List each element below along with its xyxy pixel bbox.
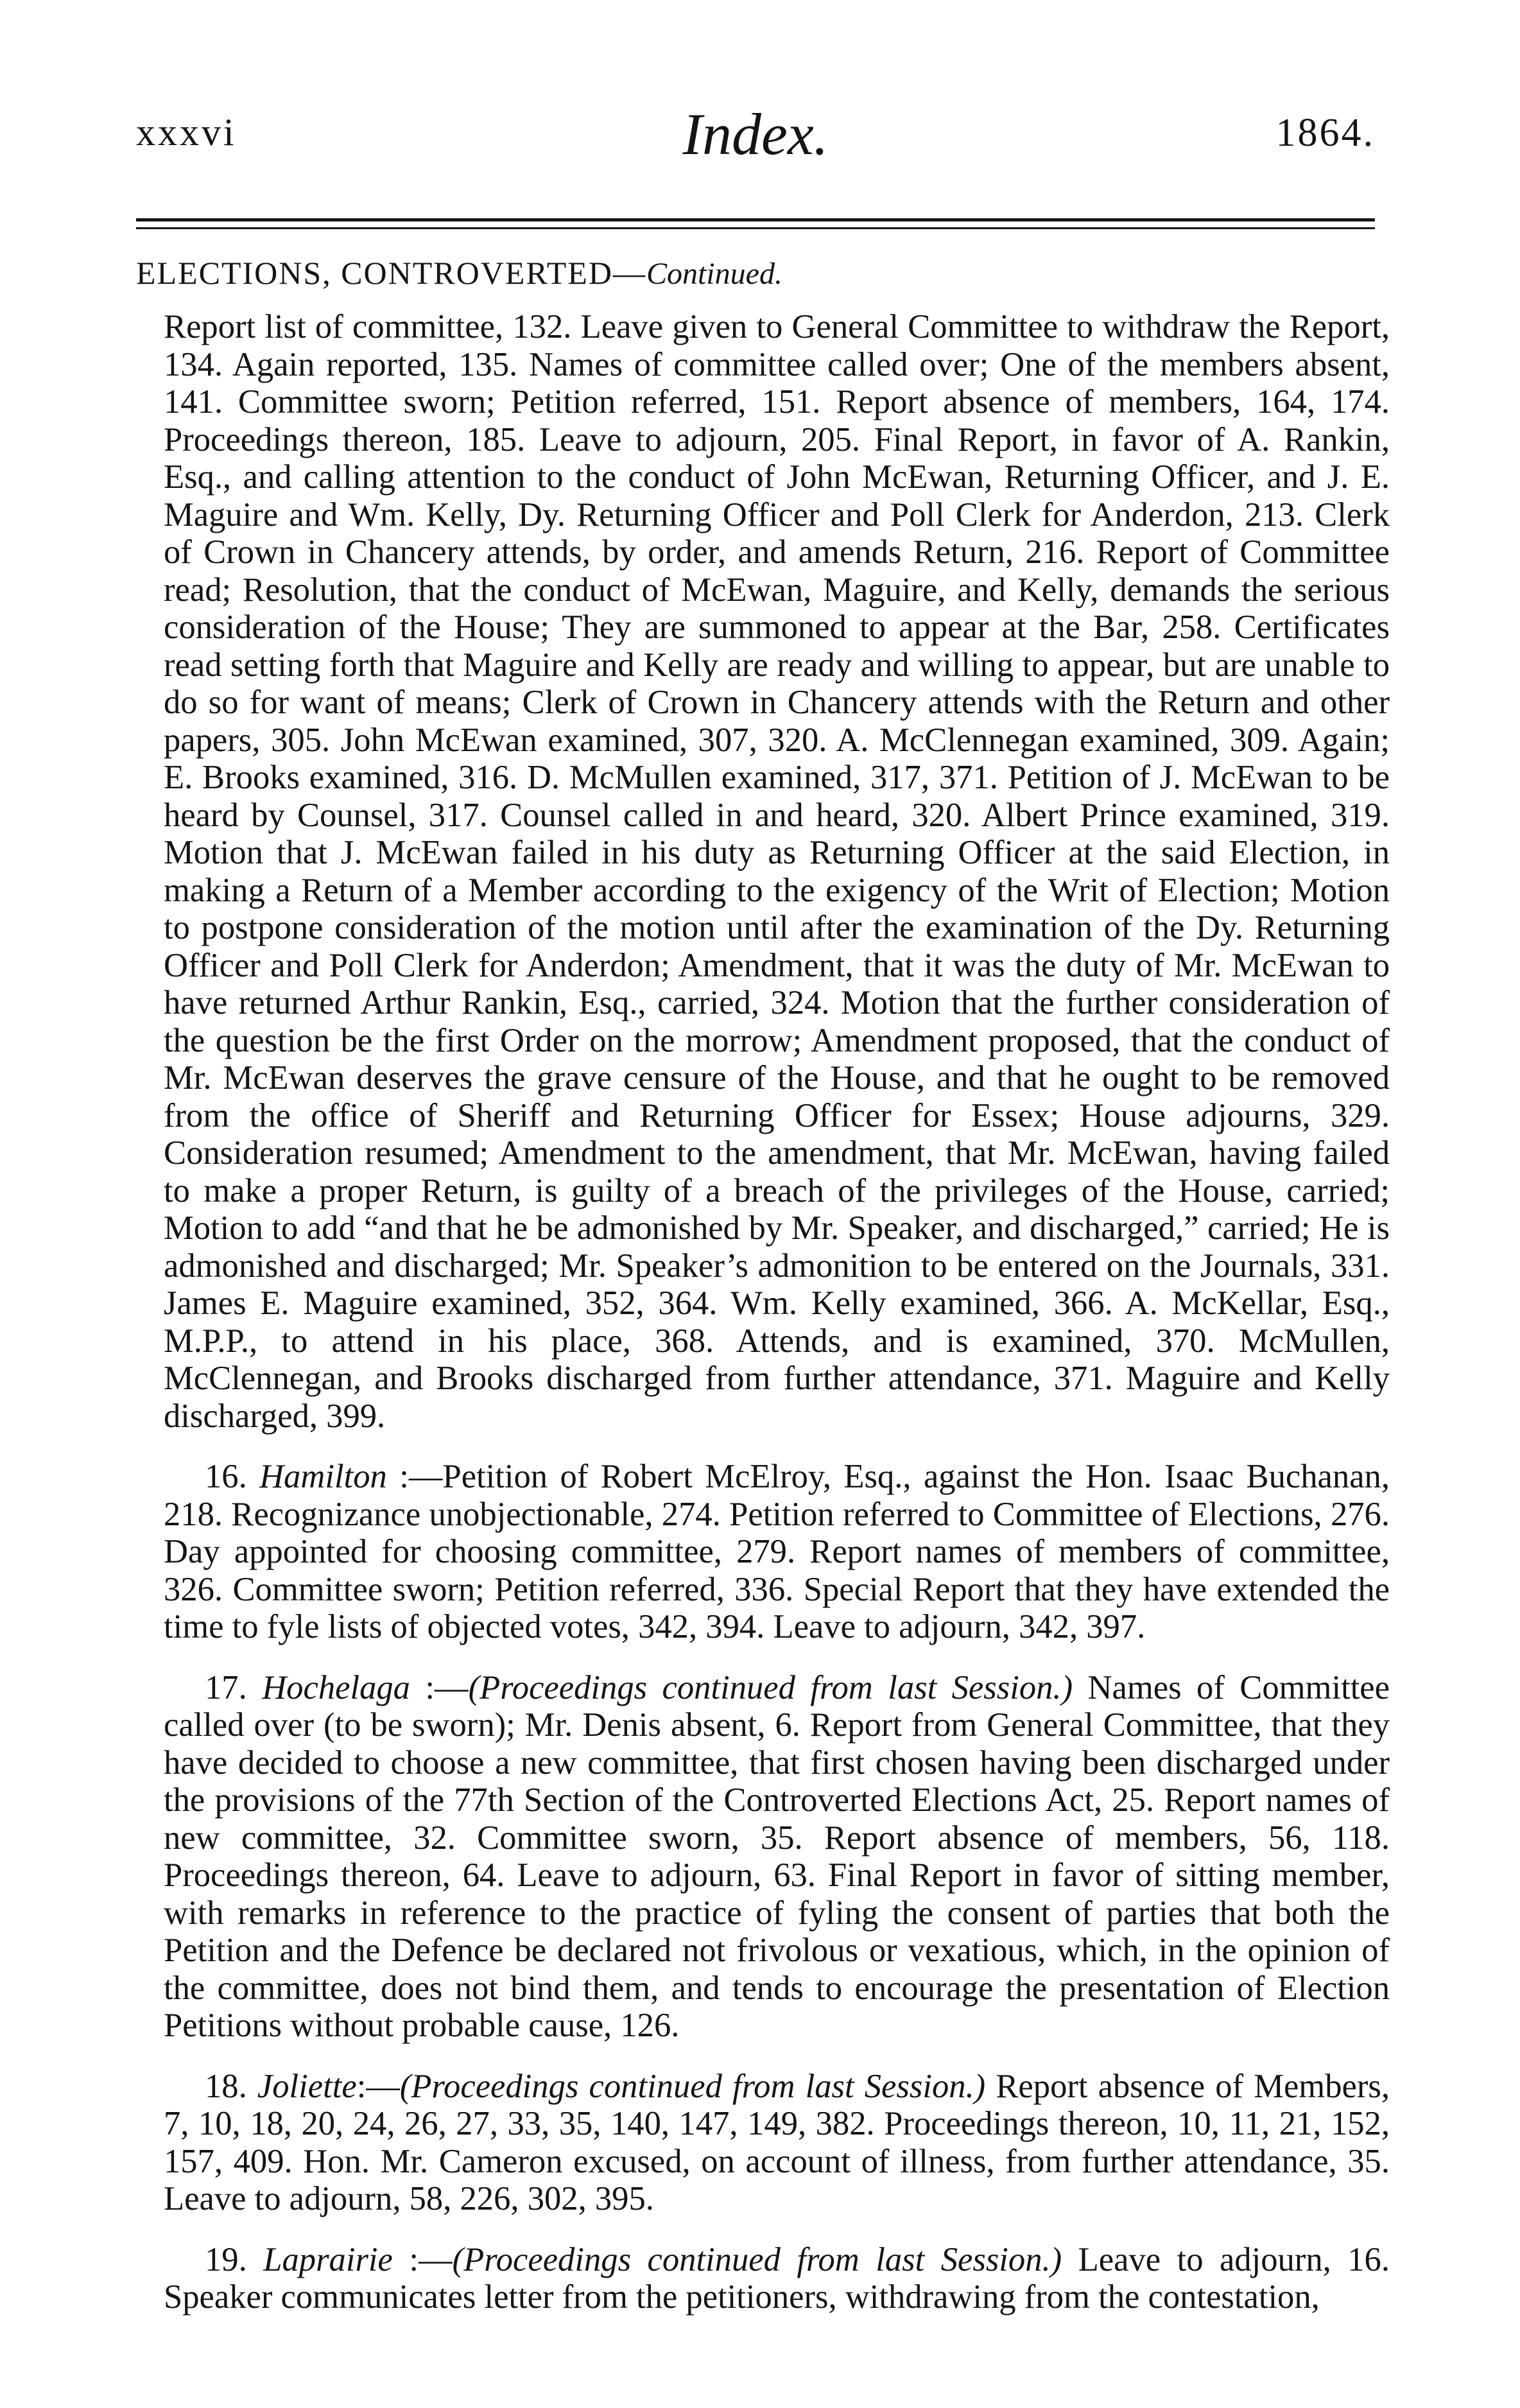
- running-title: Index.: [682, 101, 829, 167]
- entry-name: Joliette: [257, 2067, 357, 2105]
- header-rule-thin: [136, 227, 1375, 229]
- page-number: xxxvi: [136, 111, 237, 153]
- entry-number: 19.: [205, 2240, 247, 2278]
- section-heading-text: ELECTIONS, CONTROVERTED—: [136, 255, 646, 291]
- entry-number: 18.: [205, 2067, 247, 2105]
- entry-name: Hochelaga: [262, 1668, 410, 1706]
- index-paragraph: Report list of committee, 132. Leave given to General Committee to withdraw the Report, 134. Again reported, 135. Names of committee called over; One of the members absent, 141. Committee sworn; Petition referred, 151. Report absence of members, 164, 174. Proceedings thereon, 185. Leave to adjourn, 205. Final Report, in favor of A. Rankin, Esq., and calling attention to the conduct of John McEwan, Returning Officer, and J. E. Maguire and Wm. Kelly, Dy. Returning Officer and Poll Clerk for Anderdon, 213. Clerk of Crown in Chancery attends, by order, and amends Return, 216. Report of Committee read; Resolution, that the conduct of McEwan, Maguire, and Kelly, demands the serious consideration of the House; They are summoned to appear at the Bar, 258. Certificates read setting forth that Maguire and Kelly are ready and willing to appear, but are unable to do so for want of means; Clerk of Crown in Chancery attends with the Return and other papers, 305. John McEwan examined, 307, 320. A. McClennegan examined, 309. Again; E. Brooks examined, 316. D. McMullen examined, 317, 371. Petition of J. McEwan to be heard by Counsel, 317. Counsel called in and heard, 320. Albert Prince examined, 319. Motion that J. McEwan failed in his duty as Returning Officer at the said Election, in making a Return of a Member according to the exigency of the Writ of Election; Motion to postpone consideration of the motion until after the examination of the Dy. Returning Officer and Poll Clerk for Anderdon; Amendment, that it was the duty of Mr. McEwan to have returned Arthur Rankin, Esq., carried, 324. Motion that the further consideration of the question be the first Order on the morrow; Amendment proposed, that the conduct of Mr. McEwan deserves the grave censure of the House, and that he ought to be removed from the office of Sheriff and Returning Officer for Essex; House adjourns, 329. Consideration resumed; Amendment to the amendment, that Mr. McEwan, having failed to make a proper Return, is guilty of a breach of the privileges of the House, carried; Motion to add “and that he be admonished by Mr. Speaker, and discharged,” carried; He is admonished and discharged; Mr. Speaker’s admonition to be entered on the Journals, 331. James E. Maguire examined, 352, 364. Wm. Kelly examined, 366. A. McKellar, Esq., M.P.P., to attend in his place, 368. Attends, and is examined, 370. McMullen, McClennegan, and Brooks discharged from further attendance, 371. Maguire and Kelly discharged, 399.: [164, 308, 1390, 1435]
- entry-note: (Proceedings continued from last Session.): [452, 2240, 1062, 2278]
- entry-name: Hamilton: [259, 1458, 387, 1495]
- entry-note: (Proceedings continued from last Session.): [399, 2067, 986, 2105]
- entry-name: Laprairie: [263, 2240, 393, 2278]
- index-body: [164, 308, 1390, 2339]
- entry-text: Report absence of Members, 7, 10, 18, 20, 24, 26, 27, 33, 35, 140, 147, 149, 382. Proceedings thereon, 10, 11, 21, 152, 157, 409. Hon. Mr. Cameron excused, on account of illness, from further attendance, 35. Leave to adjourn, 58, 226, 302, 395.: [164, 2067, 1390, 2217]
- entry-text: :—Petition of Robert McElroy, Esq., against the Hon. Isaac Buchanan, 218. Recognizance unobjectionable, 274. Petition referred to Committee of Elections, 276. Day appointed for choosing committee, 279. Report names of members of committee, 326. Committee sworn; Petition referred, 336. Special Report that they have extended the time to fyle lists of objected votes, 342, 394. Leave to adjourn, 342, 397.: [164, 1458, 1390, 1645]
- page-header: [136, 101, 1375, 181]
- section-continued: Continued.: [646, 257, 782, 291]
- header-rule-thick: [136, 218, 1375, 221]
- index-entry-hamilton: [164, 1458, 1390, 1646]
- index-entry-joliette: 18. Joliette:—(Proceedings continued from last Session.) Report absence of Members, 7, 10, 18, 20, 24, 26, 27, 33, 35, 140, 147, 149, 382. Proceedings thereon, 10, 11, 21, 152, 157, 409. Hon. Mr. Cameron excused, on account of illness, from further attendance, 35. Leave to adjourn, 58, 226, 302, 395.: [164, 2067, 1390, 2217]
- entry-number: 17.: [205, 1668, 247, 1706]
- year: 1864.: [1275, 111, 1375, 155]
- entry-text: Leave to adjourn, 16. Speaker communicates letter from the petitioners, withdrawing from the contestation,: [164, 2240, 1390, 2316]
- entry-text: Names of Committee called over (to be sworn); Mr. Denis absent, 6. Report from General Committee, that they have decided to choose a new committee, that first chosen having been discharged under the provisions of the 77th Section of the Controverted Elections Act, 25. Report names of new committee, 32. Committee sworn, 35. Report absence of members, 56, 118. Proceedings thereon, 64. Leave to adjourn, 63. Final Report in favor of sitting member, with remarks in reference to the practice of fyling the consent of parties that both the Petition and the Defence be declared not frivolous or vexatious, which, in the opinion of the committee, does not bind them, and tends to encourage the presentation of Election Petitions without probable cause, 126.: [164, 1668, 1390, 2044]
- index-entry-laprairie: 19. Laprairie :—(Proceedings continued from last Session.) Leave to adjourn, 16. Speaker communicates letter from the petitioners, withdrawing from the contestation,: [164, 2240, 1390, 2316]
- section-heading: [136, 254, 782, 291]
- entry-number: 16.: [205, 1458, 247, 1495]
- entry-note: (Proceedings continued from last Session.): [468, 1668, 1073, 1706]
- index-entry-hochelaga: 17. Hochelaga :—(Proceedings continued from last Session.) Names of Committee called over (to be sworn); Mr. Denis absent, 6. Report from General Committee, that they have decided to choose a new committee, that first chosen having been discharged under the provisions of the 77th Section of the Controverted Elections Act, 25. Report names of new committee, 32. Committee sworn, 35. Report absence of members, 56, 118. Proceedings thereon, 64. Leave to adjourn, 63. Final Report in favor of sitting member, with remarks in reference to the practice of fyling the consent of parties that both the Petition and the Defence be declared not frivolous or vexatious, which, in the opinion of the committee, does not bind them, and tends to encourage the presentation of Election Petitions without probable cause, 126.: [164, 1668, 1390, 2044]
